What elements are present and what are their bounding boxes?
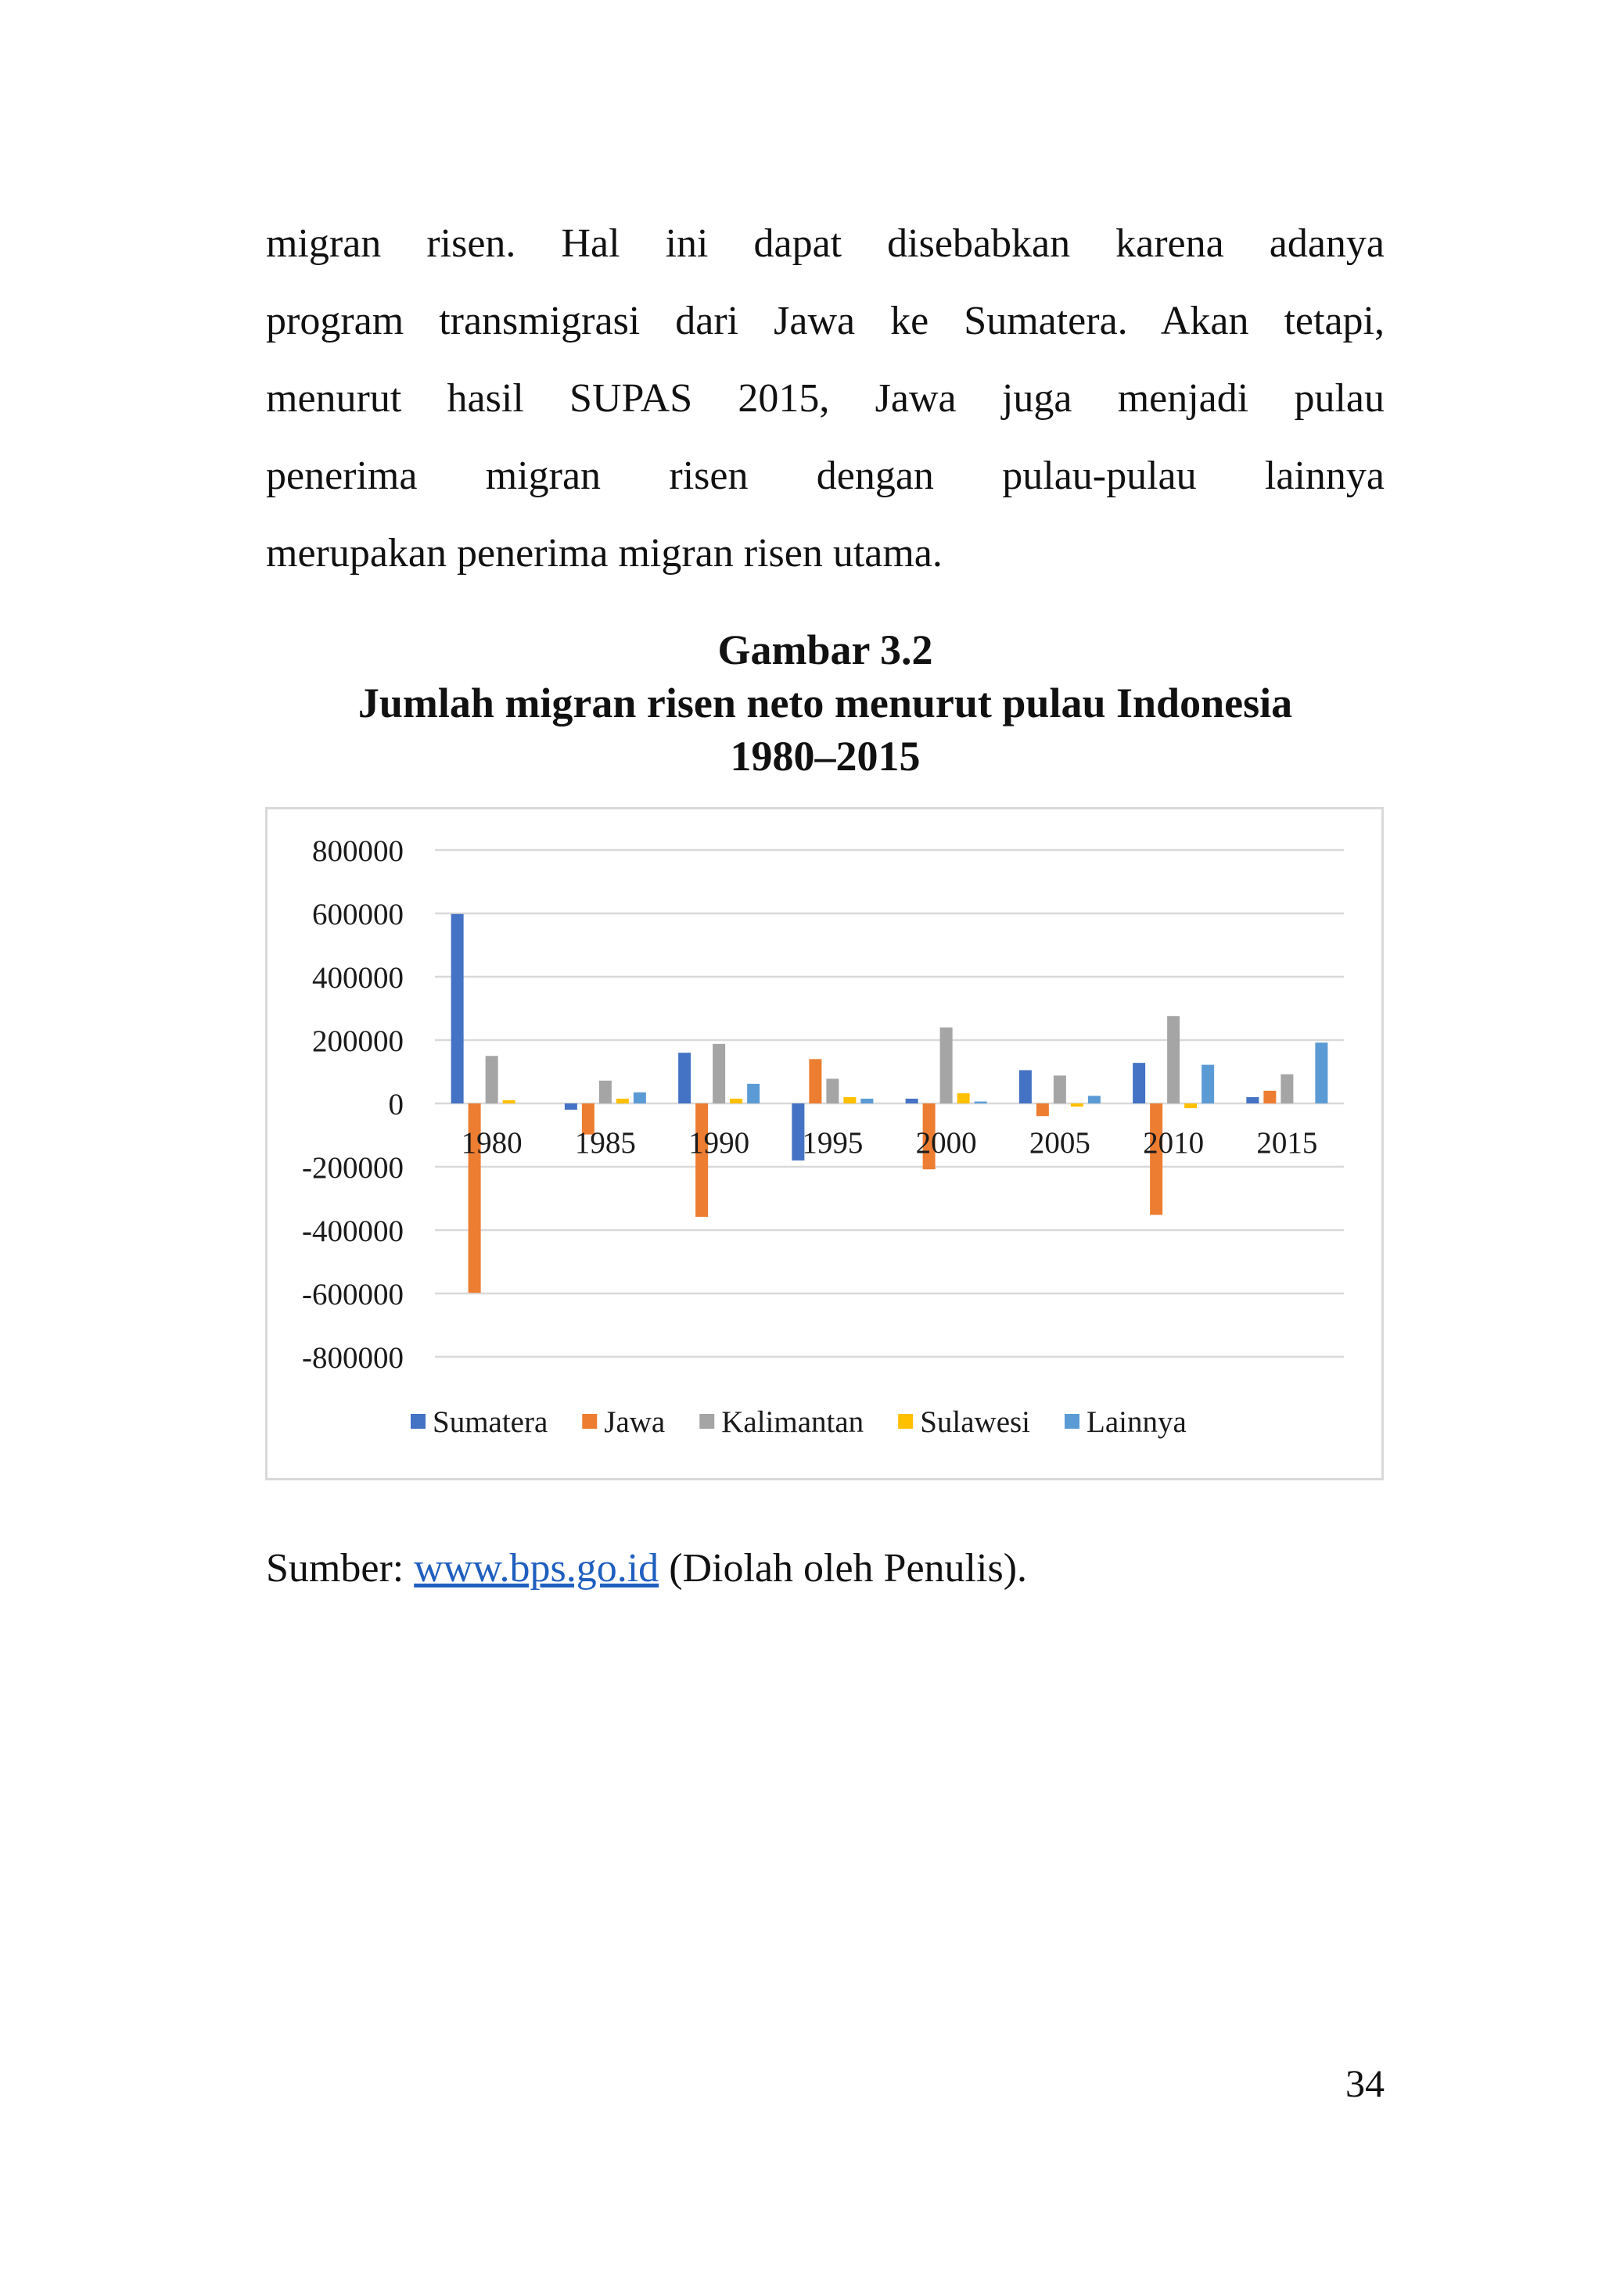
legend-label: Lainnya: [1087, 1405, 1187, 1439]
x-tick-label: 1995: [802, 1126, 864, 1160]
paragraph-line: migran risen. Hal ini dapat disebabkan karena adanya: [266, 221, 1385, 266]
bar-kalimantan: [826, 1078, 839, 1103]
bar-kalimantan: [1054, 1075, 1066, 1103]
bar-chart: [268, 809, 1381, 1478]
bar-kalimantan: [1167, 1016, 1180, 1103]
legend-swatch: [699, 1414, 714, 1429]
bar-lainnya: [975, 1102, 987, 1103]
bar-lainnya: [860, 1099, 873, 1103]
source-link[interactable]: www.bps.go.id: [414, 1546, 659, 1591]
x-tick-label: 2000: [915, 1126, 977, 1160]
x-tick-label: 1990: [688, 1126, 750, 1160]
bar-kalimantan: [486, 1056, 498, 1103]
bar-sulawesi: [730, 1099, 742, 1103]
legend-label: Sumatera: [433, 1405, 548, 1439]
y-tick-label: 800000: [312, 834, 404, 868]
bar-lainnya: [1202, 1065, 1214, 1103]
bar-sulawesi: [1071, 1103, 1083, 1107]
bar-sulawesi: [957, 1093, 970, 1103]
legend-swatch: [1065, 1414, 1079, 1429]
bar-lainnya: [1315, 1042, 1327, 1103]
x-tick-label: 2005: [1029, 1126, 1090, 1160]
source-suffix: (Diolah oleh Penulis).: [659, 1546, 1028, 1591]
bar-lainnya: [1088, 1096, 1101, 1103]
y-tick-label: 0: [388, 1088, 404, 1121]
y-tick-label: -400000: [302, 1214, 404, 1248]
x-tick-label: 2010: [1143, 1126, 1205, 1160]
bar-sulawesi: [616, 1099, 629, 1103]
x-tick-label: 2015: [1256, 1126, 1318, 1160]
y-tick-label: 400000: [312, 961, 404, 995]
bar-kalimantan: [599, 1081, 612, 1103]
bar-sumatera: [906, 1099, 918, 1103]
y-tick-label: -200000: [302, 1151, 404, 1185]
bar-sulawesi: [1184, 1103, 1197, 1108]
legend-label: Kalimantan: [721, 1405, 864, 1439]
bar-sulawesi: [843, 1097, 856, 1103]
bar-sumatera: [1246, 1097, 1259, 1103]
legend-swatch: [411, 1414, 426, 1429]
bar-jawa: [809, 1059, 821, 1103]
x-tick-label: 1985: [574, 1126, 636, 1160]
paragraph-line: merupakan penerima migran risen utama.: [266, 531, 943, 576]
legend-swatch: [898, 1414, 913, 1429]
y-tick-label: 200000: [312, 1024, 404, 1058]
bar-sumatera: [1133, 1063, 1145, 1103]
bar-kalimantan: [1281, 1074, 1293, 1103]
bar-sumatera: [565, 1103, 577, 1110]
source-note: [266, 1544, 1027, 1593]
chart-container: [265, 807, 1384, 1480]
legend-label: Sulawesi: [920, 1405, 1031, 1439]
y-tick-label: 600000: [312, 898, 404, 931]
bar-lainnya: [747, 1084, 760, 1103]
paragraph-line: program transmigrasi dari Jawa ke Sumatera. Akan tetapi,: [266, 299, 1385, 343]
page-number: 34: [1345, 2061, 1385, 2105]
bar-kalimantan: [940, 1028, 953, 1103]
paragraph-line: menurut hasil SUPAS 2015, Jawa juga menjadi pulau: [266, 376, 1385, 421]
bar-sumatera: [451, 914, 464, 1103]
legend-swatch: [582, 1414, 597, 1429]
x-tick-label: 1980: [461, 1126, 523, 1160]
bar-jawa: [1036, 1103, 1049, 1116]
bar-kalimantan: [713, 1044, 725, 1103]
y-tick-label: -600000: [302, 1278, 404, 1311]
body-paragraph: [266, 205, 1385, 592]
figure-label: Gambar 3.2: [717, 626, 933, 673]
bar-lainnya: [634, 1092, 646, 1103]
bar-sulawesi: [503, 1100, 515, 1103]
bar-jawa: [695, 1103, 708, 1217]
figure-period: 1980–2015: [730, 733, 921, 780]
bar-jawa: [1263, 1091, 1276, 1103]
source-prefix: Sumber:: [266, 1546, 415, 1591]
legend-label: Jawa: [604, 1405, 666, 1439]
figure-title: Jumlah migran risen neto menurut pulau Indonesia: [357, 680, 1293, 726]
y-tick-label: -800000: [302, 1341, 404, 1375]
bar-sumatera: [1019, 1070, 1032, 1103]
paragraph-line: penerima migran risen dengan pulau-pulau lainnya: [266, 454, 1385, 498]
bar-sumatera: [678, 1053, 691, 1103]
